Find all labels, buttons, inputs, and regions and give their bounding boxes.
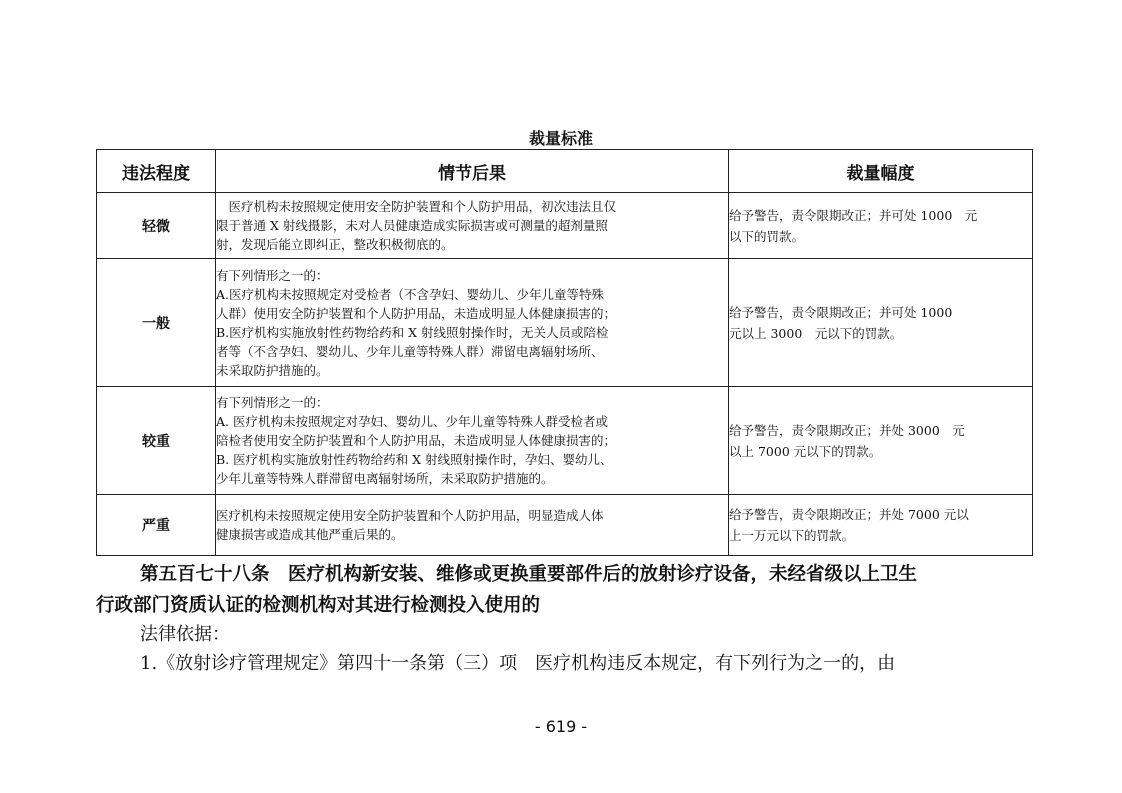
- header-penalty-range: 裁量幅度: [729, 150, 1033, 193]
- header-circumstances: 情节后果: [216, 150, 729, 193]
- circumstance-line: 有下列情形之一的：: [216, 395, 329, 410]
- penalty-line: 给予警告，责令限期改正；并可处 1000: [729, 304, 953, 320]
- circumstance-line: 人群）使用安全防护装置和个人防护用品，未造成明显人体健康损害的；: [216, 305, 617, 321]
- level-cell: 严重: [97, 495, 216, 556]
- penalty-cell: [729, 193, 1033, 259]
- penalty-cell: [729, 259, 1033, 387]
- legal-basis-label: 法律依据：: [140, 624, 230, 645]
- penalty-line: 上一万元以下的罚款。: [729, 528, 855, 543]
- table-header-row: [97, 150, 1033, 193]
- table-row: [97, 495, 1033, 556]
- circumstance-line: 医疗机构未按照规定使用安全防护装置和个人防护用品，明显造成人体: [216, 508, 604, 523]
- circumstance-line: B. 医疗机构实施放射性药物给药和 X 射线照射操作时，孕妇、婴幼儿、: [216, 452, 613, 467]
- table-row: [97, 387, 1033, 495]
- circumstance-line: 医疗机构未按照规定使用安全防护装置和个人防护用品，初次违法且仅: [216, 199, 617, 214]
- circumstance-line: 陪检者使用安全防护装置和个人防护用品，未造成明显人体健康损害的；: [216, 433, 617, 448]
- penalty-cell: [729, 387, 1033, 495]
- article-heading-line: 行政部门资质认证的检测机构对其进行检测投入使用的: [96, 595, 541, 616]
- circumstance-line: A.医疗机构未按照规定对受检者（不含孕妇、婴幼儿、少年儿童等特殊: [216, 286, 605, 302]
- circumstance-line: 射，发现后能立即纠正，整改积极彻底的。: [216, 237, 454, 252]
- article-heading: [96, 559, 1036, 621]
- circumstance-cell: [216, 495, 729, 556]
- circumstance-line: 限于普通 X 射线摄影，未对人员健康造成实际损害或可测量的超剂量照: [216, 218, 608, 233]
- article-heading-line: 第五百七十八条 医疗机构新安装、维修或更换重要部件后的放射诊疗设备，未经省级以上卫生: [140, 564, 918, 585]
- header-level: 违法程度: [97, 150, 216, 193]
- level-cell: 轻微: [97, 193, 216, 259]
- level-cell: 较重: [97, 387, 216, 495]
- penalty-line: 以下的罚款。: [729, 228, 805, 244]
- penalty-line: 给予警告，责令限期改正；并可处 1000 元: [729, 207, 978, 223]
- penalty-cell: [729, 495, 1033, 556]
- page-number: - 619 -: [534, 717, 588, 736]
- table-row: [97, 259, 1033, 387]
- table-row: [97, 193, 1033, 259]
- penalty-line: 给予警告，责令限期改正；并处 7000 元以: [729, 507, 969, 522]
- circumstance-line: 未采取防护措施的。: [216, 362, 329, 378]
- circumstance-line: 者等（不含孕妇、婴幼儿、少年儿童等特殊人群）滞留电离辐射场所、: [216, 343, 604, 359]
- penalty-line: 元以上 3000 元以下的罚款。: [729, 325, 903, 341]
- circumstance-line: B.医疗机构实施放射性药物给药和 X 射线照射操作时，无关人员或陪检: [216, 324, 609, 340]
- circumstance-line: A. 医疗机构未按照规定对孕妇、婴幼儿、少年儿童等特殊人群受检者或: [216, 414, 608, 429]
- legal-basis-item: 1.《放射诊疗管理规定》第四十一条第（三）项 医疗机构违反本规定，有下列行为之一的，由: [140, 653, 896, 674]
- level-cell: 一般: [97, 259, 216, 387]
- discretion-standard-table: [96, 149, 1033, 556]
- circumstance-cell: [216, 259, 729, 387]
- circumstance-line: 健康损害或造成其他严重后果的。: [216, 527, 404, 542]
- penalty-line: 以上 7000 元以下的罚款。: [729, 443, 882, 459]
- circumstance-cell: [216, 193, 729, 259]
- table-title: 裁量标准: [528, 129, 593, 148]
- circumstance-line: 有下列情形之一的：: [216, 267, 329, 283]
- penalty-line: 给予警告，责令限期改正；并处 3000 元: [729, 422, 965, 438]
- circumstance-line: 少年儿童等特殊人群滞留电离辐射场所，未采取防护措施的。: [216, 471, 554, 486]
- circumstance-cell: [216, 387, 729, 495]
